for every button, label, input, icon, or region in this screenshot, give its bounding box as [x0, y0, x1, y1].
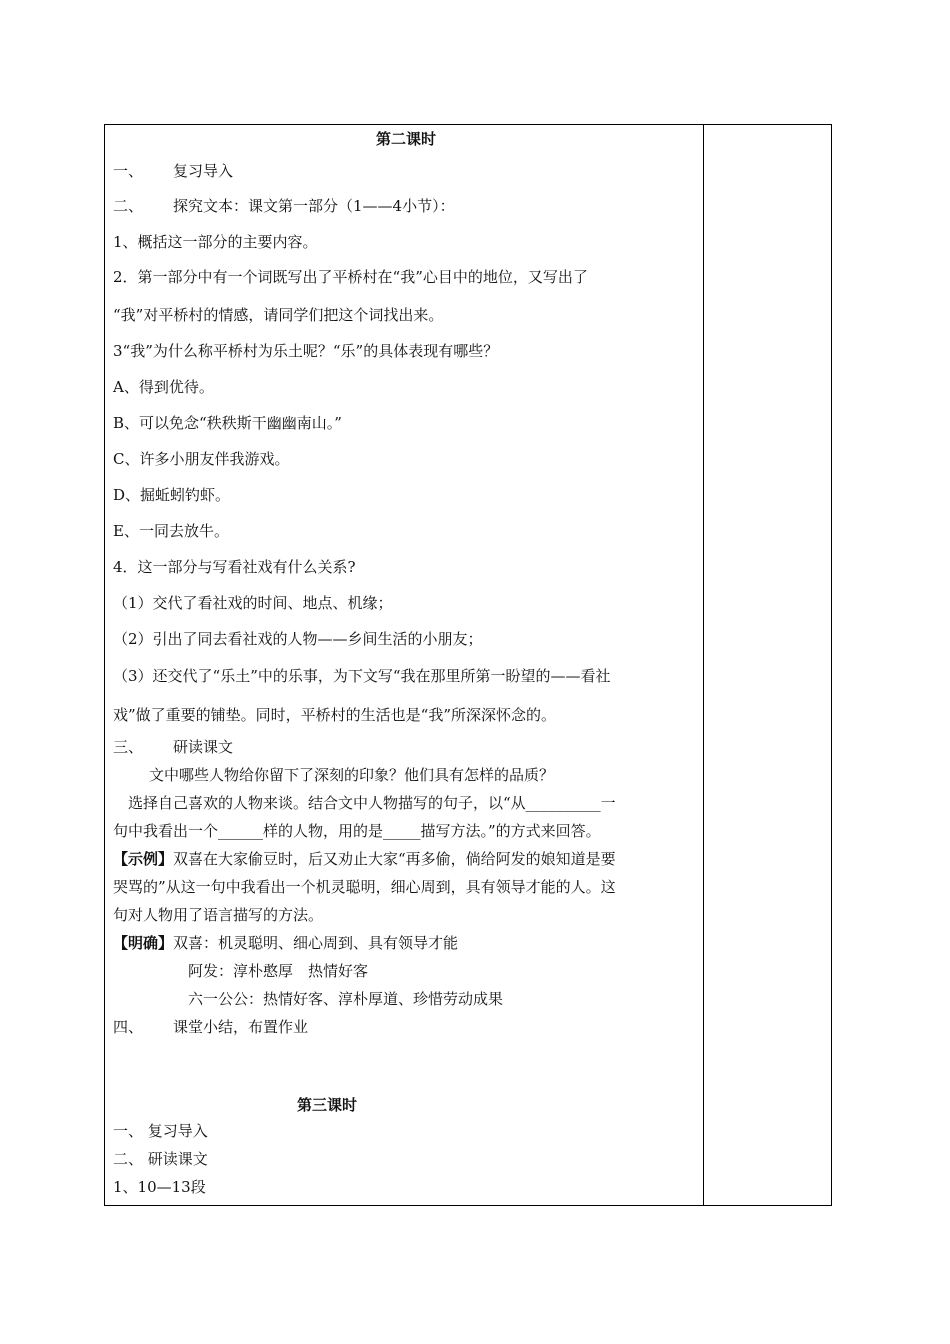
question-3: 3“我”为什么称平桥村为乐土呢？“乐”的具体表现有哪些？ — [113, 342, 499, 360]
question-1: 1、概括这一部分的主要内容。 — [113, 233, 318, 251]
section-1-number: 一、 — [113, 162, 144, 180]
lesson3-item-1: 1、10—13段 — [113, 1178, 206, 1196]
answer-b: B、可以免念“秩秩斯干幽幽南山。” — [113, 414, 342, 432]
clarify-line-2: 阿发：淳朴憨厚 热情好客 — [188, 962, 369, 980]
lesson2-title: 第二课时 — [375, 130, 436, 148]
answer-e: E、一同去放牛。 — [113, 522, 229, 540]
example-tag: 【示例】 — [113, 850, 174, 868]
point-1: （1）交代了看社戏的时间、地点、机缘； — [113, 594, 393, 612]
example-text: 双喜在大家偷豆时，后又劝止大家“再多偷，倘给阿发的娘知道是要 — [173, 850, 616, 868]
clarify-line-3: 六一公公：热情好客、淳朴厚道、珍惜劳动成果 — [188, 990, 504, 1008]
reading-instruction-line-1: 选择自己喜欢的人物来谈。结合文中人物描写的句子，以“从__________一 — [128, 794, 616, 812]
lesson3-section-1: 一、 复习导入 — [113, 1122, 208, 1140]
example-line-3: 句对人物用了语言描写的方法。 — [113, 906, 324, 924]
clarify-text-1: 双喜：机灵聪明、细心周到、具有领导才能 — [173, 934, 459, 952]
reading-question: 文中哪些人物给你留下了深刻的印象？他们具有怎样的品质？ — [149, 766, 555, 784]
reading-instruction-line-2: 句中我看出一个______样的人物，用的是_____描写方法。”的方式来回答。 — [113, 822, 601, 840]
point-2: （2）引出了同去看社戏的人物——乡间生活的小朋友； — [113, 630, 483, 648]
notes-column-divider — [703, 125, 704, 1205]
clarify-tag: 【明确】 — [113, 934, 174, 952]
example-line-2: 哭骂的”从这一句中我看出一个机灵聪明，细心周到，具有领导才能的人。这 — [113, 878, 616, 896]
question-2-line-1: 2．第一部分中有一个词既写出了平桥村在“我”心目中的地位，又写出了 — [113, 268, 588, 286]
answer-a: A、得到优待。 — [113, 378, 214, 396]
question-2-line-2: “我”对平桥村的情感，请同学们把这个词找出来。 — [113, 306, 444, 324]
section-4-heading: 课堂小结，布置作业 — [173, 1018, 309, 1036]
point-3-line-2: 戏”做了重要的铺垫。同时，平桥村的生活也是“我”所深深怀念的。 — [113, 706, 557, 724]
lesson-plan-table — [104, 124, 832, 1206]
lesson3-section-2: 二、 研读课文 — [113, 1150, 208, 1168]
lesson3-title: 第三课时 — [297, 1096, 358, 1114]
section-4-number: 四、 — [113, 1018, 144, 1036]
section-2-heading: 探究文本：课文第一部分（1——4小节）： — [173, 197, 455, 215]
clarify-line-1 — [113, 933, 458, 953]
example-line-1 — [113, 849, 616, 869]
section-3-heading: 研读课文 — [173, 738, 234, 756]
answer-d: D、掘蚯蚓钓虾。 — [113, 486, 231, 504]
point-3-line-1: （3）还交代了“乐土”中的乐事，为下文写“我在那里所第一盼望的——看社 — [113, 667, 611, 685]
section-1-heading: 复习导入 — [173, 162, 234, 180]
answer-c: C、许多小朋友伴我游戏。 — [113, 450, 290, 468]
question-4: 4．这一部分与写看社戏有什么关系? — [113, 558, 356, 576]
section-3-number: 三、 — [113, 738, 144, 756]
section-2-number: 二、 — [113, 197, 144, 215]
